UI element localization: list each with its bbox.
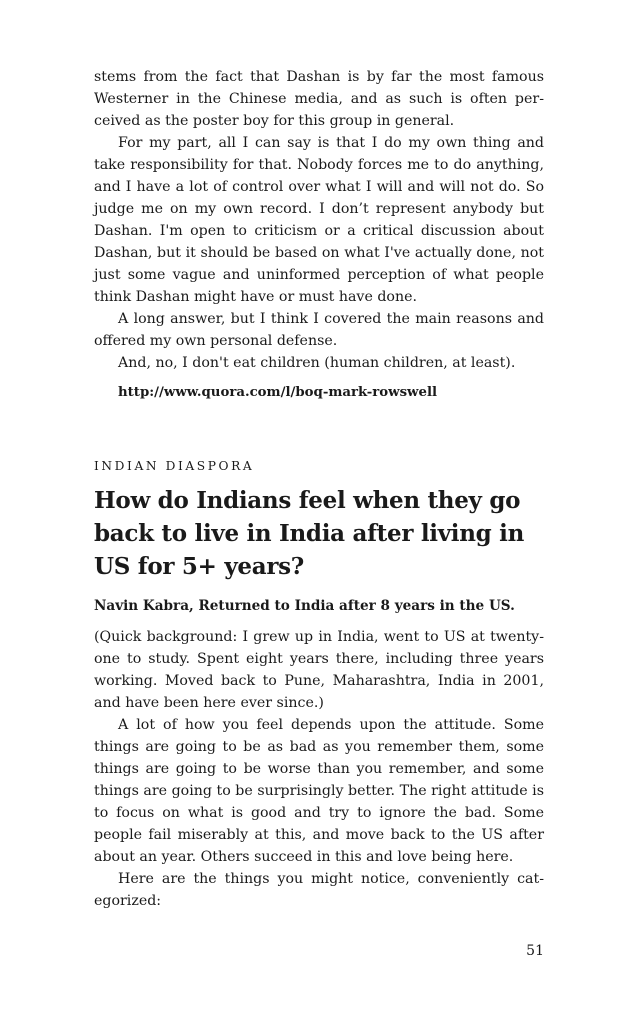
question-heading: How do Indians feel when they go back to live in India after living in US for 5+ years?	[94, 487, 524, 580]
body-paragraph: stems from the fact that Dashan is by far the most famous Westerner in the Chinese media, and as such is often per-ceived as the poster boy for this group in general.	[94, 69, 544, 129]
source-link[interactable]: http://www.quora.com/l/boq-mark-rowswell	[118, 385, 438, 400]
answer-body	[94, 626, 544, 912]
answer-author: Navin Kabra, Returned to India after 8 years in the US.	[94, 598, 515, 614]
body-paragraph: A lot of how you feel depends upon the attitude. Some things are going to be as bad as you remember them, some things are going to be worse than you remember, and some things are going to be surprisingly better. The right attitude is to focus on what is good and try to ignore the bad. Some people fail miserably at this, and move back to the US after about an year. Others succeed in this and love being here.	[94, 717, 544, 865]
body-paragraph: For my part, all I can say is that I do my own thing and take responsibility for that. Nobody forces me to do anything, and I have a lot of control over what I will and will not do. So judge me on my own record. I don’t represent anybody but Dashan. I'm open to criticism or a critical discussion about Dashan, but it should be based on what I've actually done, not just some vague and uninformed perception of what people think Dashan might have or must have done.	[94, 135, 544, 305]
body-paragraph: And, no, I don't eat children (human children, at least).	[118, 355, 516, 371]
body-paragraph: A long answer, but I think I covered the main reasons and offered my own personal defense.	[94, 311, 544, 349]
section-label: INDIAN DIASPORA	[94, 459, 255, 473]
body-paragraph: Here are the things you might notice, conveniently cat-egorized:	[94, 871, 544, 909]
body-paragraph: (Quick background: I grew up in India, went to US at twenty-one to study. Spent eight years there, including three years working. Moved back to Pune, Maharashtra, India in 2001, and have been here ever since.)	[94, 629, 544, 711]
book-page	[94, 66, 544, 959]
page-number: 51	[526, 943, 544, 959]
